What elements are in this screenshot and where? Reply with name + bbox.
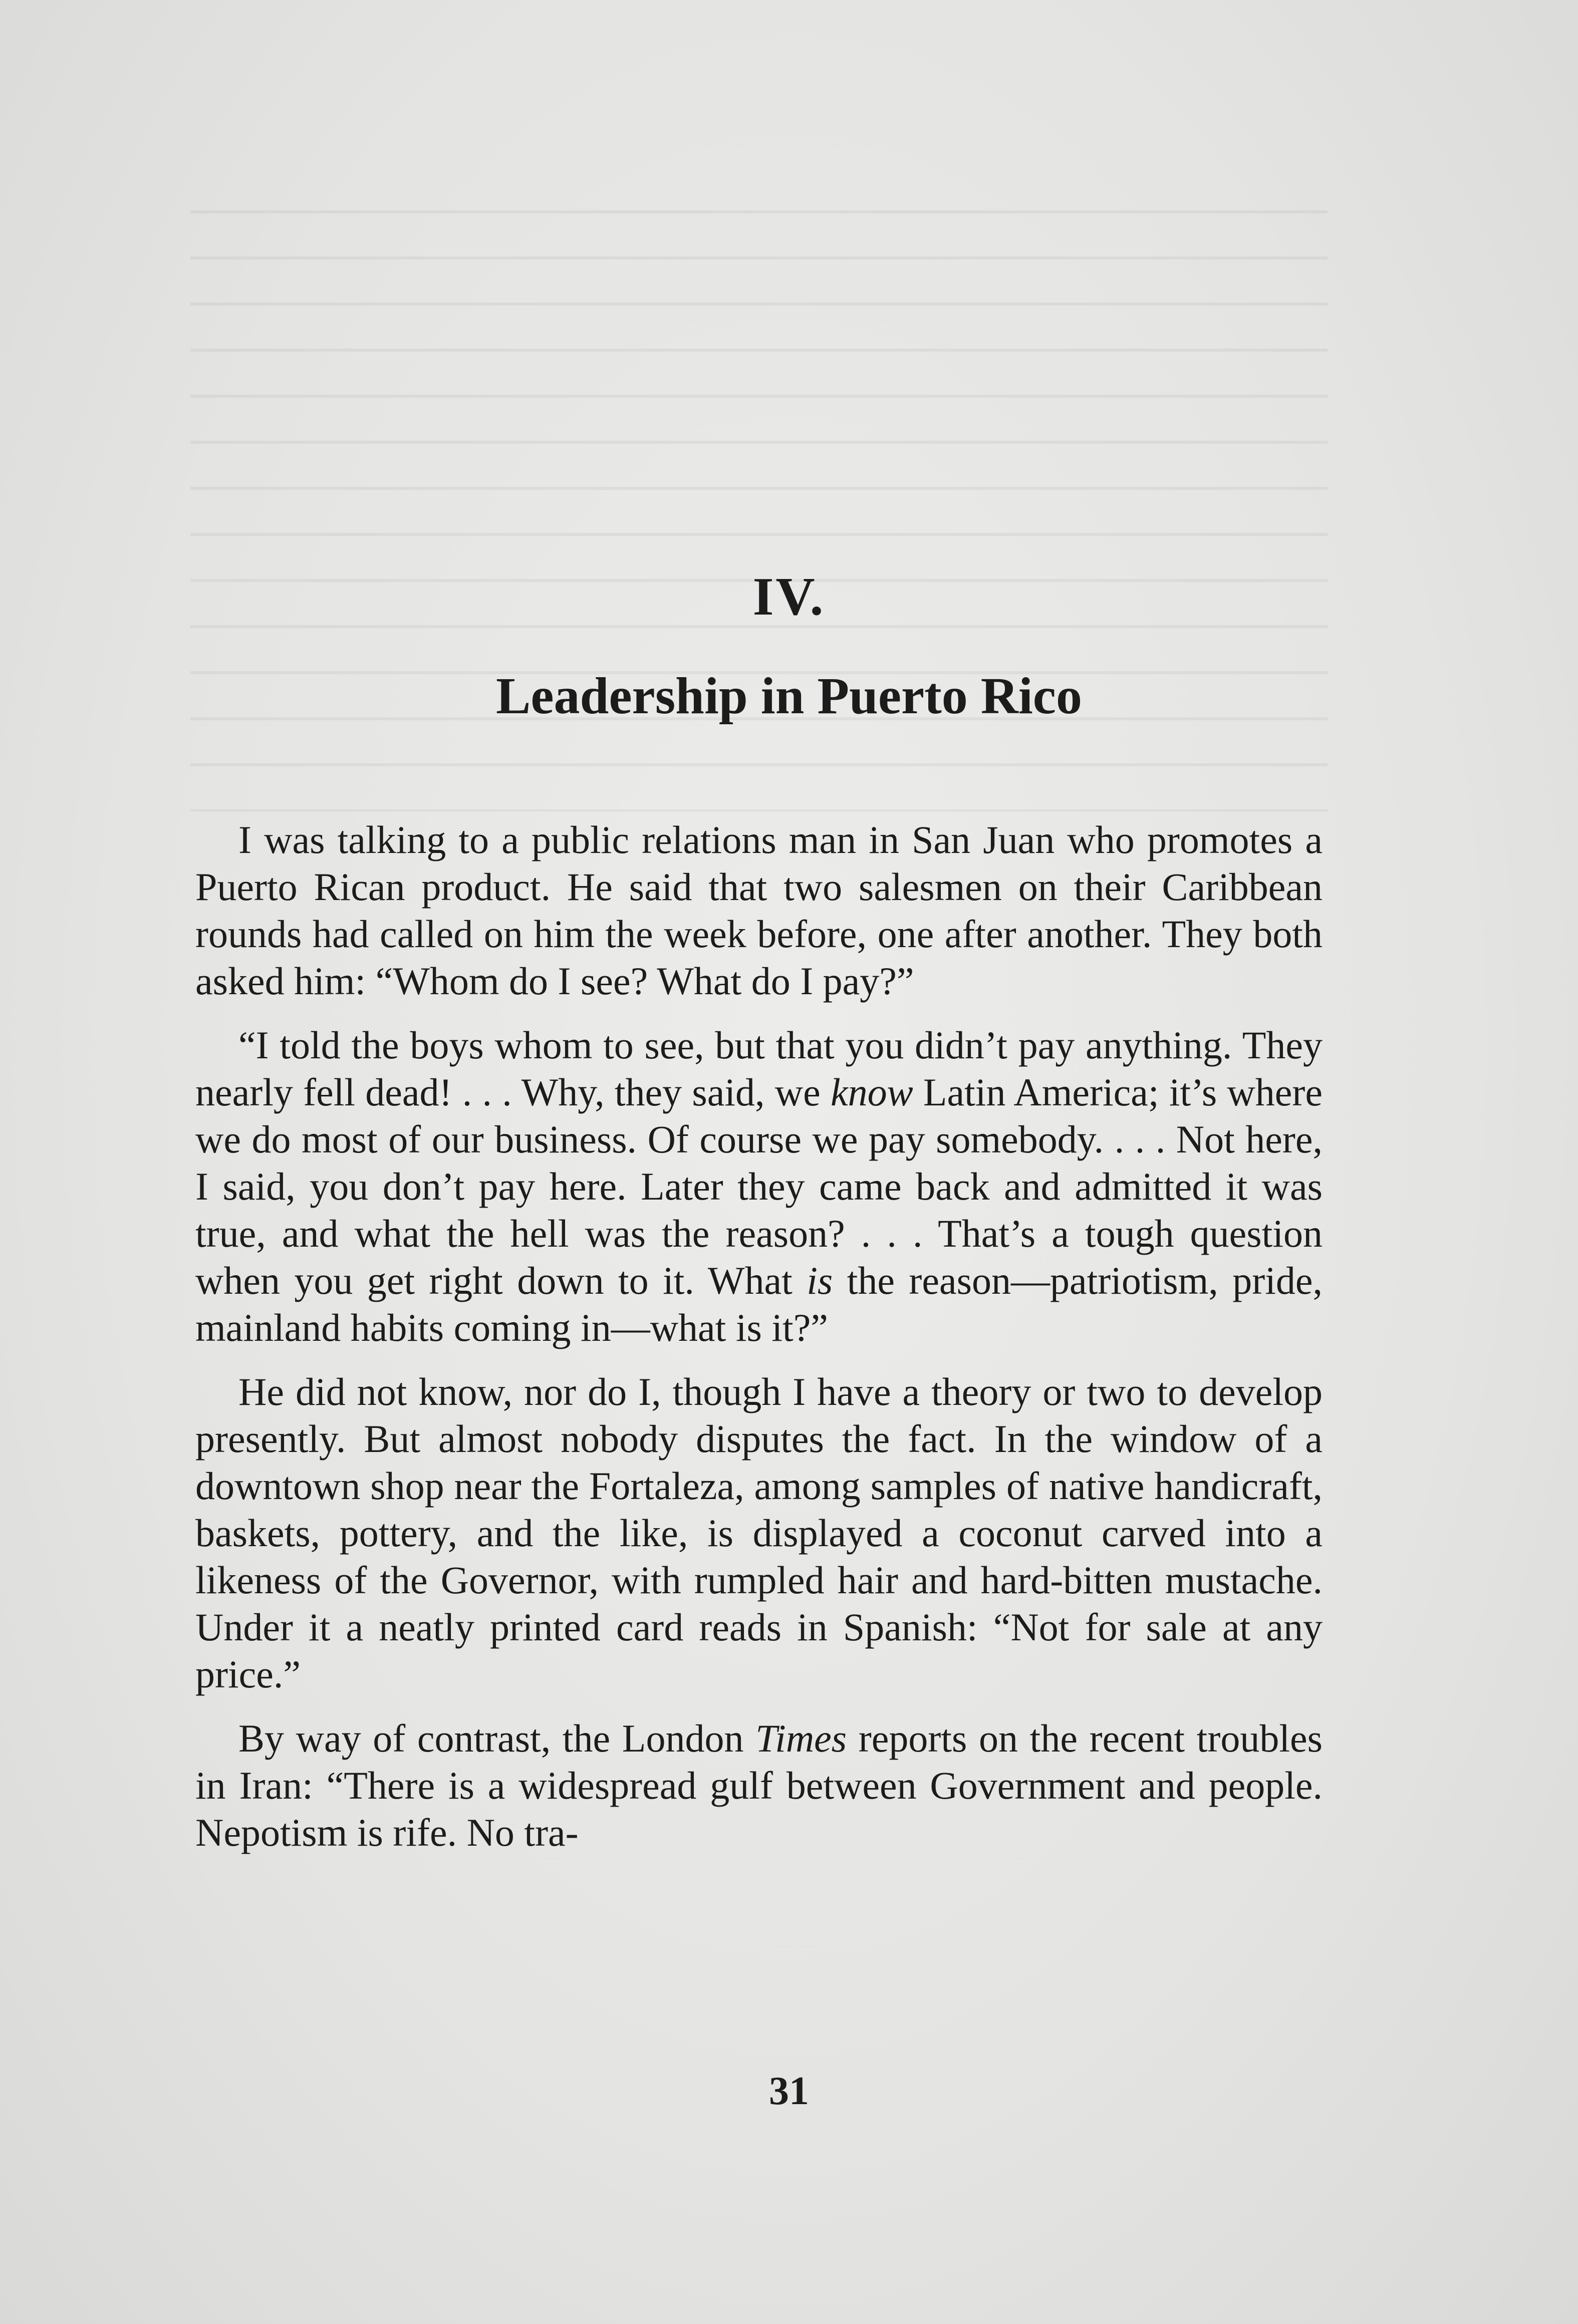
body-text (195, 816, 1323, 1873)
chapter-title: Leadership in Puerto Rico (496, 667, 1082, 725)
text-run: “I told the boys whom to see, but that you didn’t pay anything. They nearly fell dead! . . . Why, they said, we (195, 1023, 1323, 1114)
paragraph (195, 1368, 1323, 1698)
page-number: 31 (769, 2069, 809, 2113)
text-run: the reason—patriotism, pride, mainland habits coming in—what is it?” (195, 1259, 1323, 1349)
text-run: reports on the recent troubles in Iran: “There is a widespread gulf between Government and people. Nepotism is rife. No tra- (195, 1716, 1323, 1854)
text-run: I was talking to a public relations man in San Juan who promotes a Puerto Rican product. He said that two salesmen on their Caribbean rounds had called on him the week before, one after another. They both asked him: “Whom do I see? What do I pay?” (195, 818, 1323, 1003)
paragraph (195, 1022, 1323, 1351)
chapter-number: IV. (752, 567, 826, 627)
text-run: By way of contrast, the London (238, 1716, 756, 1760)
italic-text: know (830, 1070, 913, 1114)
paragraph (195, 1715, 1323, 1856)
text-run: Latin America; it’s where we do most of our business. Of course we pay somebody. . . . Not here, I said, you don’t pay here. Later they came back and admitted it was true, and what the hell was the reason? . . . That’s a tough question when you get right down to it. What (195, 1070, 1323, 1302)
paragraph (195, 816, 1323, 1005)
italic-text: is (807, 1259, 833, 1302)
italic-text: Times (755, 1716, 847, 1760)
text-run: He did not know, nor do I, though I have a theory or two to develop presently. But almost nobody disputes the fact. In the window of a downtown shop near the Fortaleza, among samples of native handicraft, baskets, pottery, and the like, is displayed a coconut carved into a likeness of the Governor, with rumpled hair and hard-bitten mustache. Under it a neatly printed card reads in Spanish: “Not for sale at any price.” (195, 1370, 1323, 1696)
